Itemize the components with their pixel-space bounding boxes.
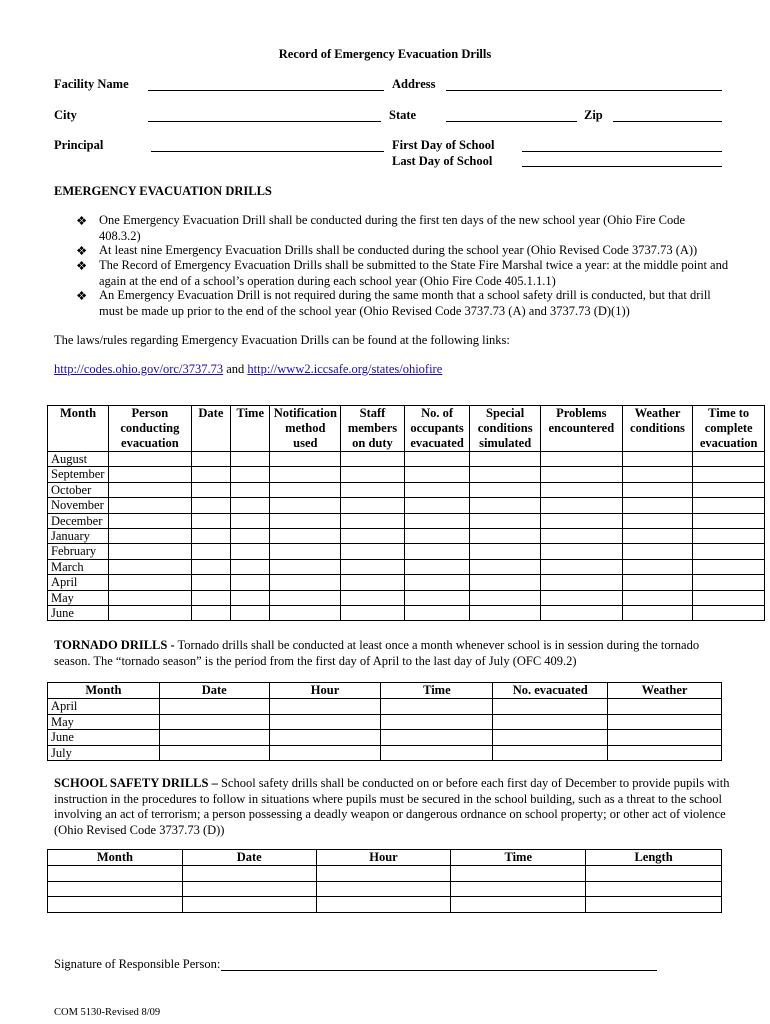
month-cell: January	[48, 528, 109, 543]
torn-entry-cell[interactable]	[493, 730, 608, 746]
torn-entry-cell[interactable]	[269, 730, 381, 746]
table-row	[48, 866, 722, 882]
table-row	[48, 714, 722, 730]
city-label: City	[54, 108, 77, 122]
safe-entry-cell[interactable]	[48, 866, 183, 882]
evac-entry-cell[interactable]	[693, 498, 765, 513]
safe-entry-cell[interactable]	[316, 897, 451, 913]
evac-entry-cell[interactable]	[404, 467, 470, 482]
torn-header-cell: Weather	[608, 683, 722, 699]
evac-entry-cell[interactable]	[341, 482, 405, 497]
evac-entry-cell[interactable]	[231, 605, 270, 620]
evac-entry-cell[interactable]	[341, 528, 405, 543]
last-day-label: Last Day of School	[392, 154, 493, 168]
evac-entry-cell[interactable]	[270, 528, 341, 543]
evac-entry-cell[interactable]	[470, 513, 541, 528]
safe-entry-cell[interactable]	[182, 881, 316, 897]
evac-entry-cell[interactable]	[622, 590, 693, 605]
links-line	[54, 362, 734, 378]
address-label: Address	[392, 77, 436, 91]
evac-entry-cell[interactable]	[470, 498, 541, 513]
evac-entry-cell[interactable]	[470, 559, 541, 574]
evac-entry-cell[interactable]	[231, 452, 270, 467]
evac-entry-cell[interactable]	[231, 498, 270, 513]
evac-entry-cell[interactable]	[341, 467, 405, 482]
and-text: and	[226, 362, 245, 376]
principal-field[interactable]	[151, 151, 384, 152]
torn-entry-cell[interactable]	[493, 714, 608, 730]
evac-header-cell: Time to complete evacuation	[693, 406, 765, 452]
evacuation-drills-table	[47, 405, 765, 621]
evac-header-cell: Weather conditions	[622, 406, 693, 452]
safe-entry-cell[interactable]	[182, 897, 316, 913]
table-row	[48, 467, 765, 482]
evac-entry-cell[interactable]	[693, 452, 765, 467]
signature-field[interactable]	[221, 970, 657, 971]
form-number: COM 5130-Revised 8/09	[54, 1007, 161, 1018]
table-header-row	[48, 683, 722, 699]
bullet-icon: ❖	[76, 214, 88, 228]
evac-entry-cell[interactable]	[109, 575, 192, 590]
table-row	[48, 699, 722, 715]
evac-entry-cell[interactable]	[191, 590, 230, 605]
evac-entry-cell[interactable]	[231, 528, 270, 543]
evac-entry-cell[interactable]	[231, 513, 270, 528]
evac-entry-cell[interactable]	[470, 590, 541, 605]
evac-entry-cell[interactable]	[470, 482, 541, 497]
torn-entry-cell[interactable]	[269, 745, 381, 761]
evac-entry-cell[interactable]	[270, 482, 341, 497]
evac-entry-cell[interactable]	[540, 559, 622, 574]
evac-entry-cell[interactable]	[270, 605, 341, 620]
table-row	[48, 482, 765, 497]
address-field[interactable]	[446, 90, 722, 91]
safety-drills-table	[47, 849, 722, 913]
evac-entry-cell[interactable]	[109, 605, 192, 620]
evac-entry-cell[interactable]	[622, 513, 693, 528]
evac-entry-cell[interactable]	[693, 559, 765, 574]
tornado-text: Tornado drills shall be conducted at least once a month whenever school is in session during the tornado season. The “tornado season” is the period from the first day of April to the last day of July (OFC 409.2)	[54, 638, 700, 668]
evac-entry-cell[interactable]	[622, 467, 693, 482]
evac-entry-cell[interactable]	[231, 467, 270, 482]
evac-entry-cell[interactable]	[191, 544, 230, 559]
table-row	[48, 498, 765, 513]
torn-header-cell: Month	[48, 683, 160, 699]
evac-entry-cell[interactable]	[693, 482, 765, 497]
table-row	[48, 590, 765, 605]
evac-entry-cell[interactable]	[540, 452, 622, 467]
evac-entry-cell[interactable]	[231, 544, 270, 559]
evac-entry-cell[interactable]	[540, 482, 622, 497]
evac-entry-cell[interactable]	[109, 482, 192, 497]
tornado-section	[54, 638, 734, 669]
evac-entry-cell[interactable]	[404, 498, 470, 513]
evac-entry-cell[interactable]	[693, 575, 765, 590]
laws-text: The laws/rules regarding Emergency Evacuation Drills can be found at the following links:	[54, 333, 510, 347]
table-row	[48, 881, 722, 897]
evac-entry-cell[interactable]	[404, 513, 470, 528]
torn-entry-cell[interactable]	[269, 714, 381, 730]
evac-entry-cell[interactable]	[109, 498, 192, 513]
torn-entry-cell[interactable]	[381, 699, 493, 715]
safe-entry-cell[interactable]	[451, 897, 586, 913]
facility-name-label: Facility Name	[54, 77, 129, 91]
evac-entry-cell[interactable]	[540, 513, 622, 528]
table-row	[48, 452, 765, 467]
evac-entry-cell[interactable]	[622, 498, 693, 513]
evac-entry-cell[interactable]	[470, 605, 541, 620]
safe-header-cell: Date	[182, 850, 316, 866]
table-row	[48, 730, 722, 746]
orc-link[interactable]: http://codes.ohio.gov/orc/3737.73	[54, 362, 224, 376]
evac-entry-cell[interactable]	[404, 544, 470, 559]
evac-entry-cell[interactable]	[470, 528, 541, 543]
evac-entry-cell[interactable]	[404, 528, 470, 543]
evac-heading: EMERGENCY EVACUATION DRILLS	[54, 184, 272, 198]
torn-entry-cell[interactable]	[159, 745, 269, 761]
evac-header-cell: Special conditions simulated	[470, 406, 541, 452]
table-header-row	[48, 406, 765, 452]
safe-entry-cell[interactable]	[48, 897, 183, 913]
torn-entry-cell[interactable]	[159, 699, 269, 715]
month-cell: December	[48, 513, 109, 528]
evac-entry-cell[interactable]	[270, 575, 341, 590]
evac-entry-cell[interactable]	[693, 528, 765, 543]
safe-header-cell: Time	[451, 850, 586, 866]
safe-entry-cell[interactable]	[451, 881, 586, 897]
safe-entry-cell[interactable]	[451, 866, 586, 882]
torn-entry-cell[interactable]	[493, 699, 608, 715]
evac-entry-cell[interactable]	[109, 590, 192, 605]
evac-entry-cell[interactable]	[404, 590, 470, 605]
zip-label: Zip	[584, 108, 603, 122]
table-row	[48, 575, 765, 590]
evac-entry-cell[interactable]	[270, 544, 341, 559]
evac-entry-cell[interactable]	[540, 528, 622, 543]
safe-entry-cell[interactable]	[48, 881, 183, 897]
evac-entry-cell[interactable]	[270, 452, 341, 467]
evac-entry-cell[interactable]	[404, 605, 470, 620]
safe-entry-cell[interactable]	[182, 866, 316, 882]
month-cell: May	[48, 714, 160, 730]
torn-entry-cell[interactable]	[159, 714, 269, 730]
evac-entry-cell[interactable]	[341, 452, 405, 467]
state-label: State	[389, 108, 417, 122]
safety-text: School safety drills shall be conducted on or before each first day of December to provide pupils with instruction in the procedures to follow in situations where pupils must be secured in the school building, such as a threat to the school involving an act of terrorism; a person possessing a deadly weapon or dangerous ordnance on school property; or other act of violence (Ohio Revised Code 3737.73 (D))	[54, 776, 730, 837]
evac-entry-cell[interactable]	[622, 528, 693, 543]
torn-header-cell: Hour	[269, 683, 381, 699]
torn-header-cell: Time	[381, 683, 493, 699]
evac-entry-cell[interactable]	[270, 498, 341, 513]
evac-entry-cell[interactable]	[404, 482, 470, 497]
safety-section	[54, 776, 734, 838]
month-cell: April	[48, 575, 109, 590]
evac-entry-cell[interactable]	[109, 452, 192, 467]
torn-header-cell: No. evacuated	[493, 683, 608, 699]
torn-entry-cell[interactable]	[493, 745, 608, 761]
bullet-icon: ❖	[76, 244, 88, 258]
month-cell: June	[48, 605, 109, 620]
evac-entry-cell[interactable]	[341, 575, 405, 590]
evac-entry-cell[interactable]	[270, 513, 341, 528]
evac-entry-cell[interactable]	[191, 482, 230, 497]
month-cell: June	[48, 730, 160, 746]
month-cell: July	[48, 745, 160, 761]
evac-entry-cell[interactable]	[404, 575, 470, 590]
evac-entry-cell[interactable]	[231, 575, 270, 590]
evac-entry-cell[interactable]	[693, 590, 765, 605]
evac-entry-cell[interactable]	[341, 605, 405, 620]
evac-entry-cell[interactable]	[693, 544, 765, 559]
evac-entry-cell[interactable]	[404, 452, 470, 467]
evac-entry-cell[interactable]	[191, 528, 230, 543]
evac-entry-cell[interactable]	[540, 605, 622, 620]
evac-entry-cell[interactable]	[470, 575, 541, 590]
first-day-label: First Day of School	[392, 138, 495, 152]
evac-entry-cell[interactable]	[191, 559, 230, 574]
evac-entry-cell[interactable]	[109, 544, 192, 559]
torn-entry-cell[interactable]	[269, 699, 381, 715]
evac-entry-cell[interactable]	[622, 452, 693, 467]
evac-entry-cell[interactable]	[191, 575, 230, 590]
evac-entry-cell[interactable]	[191, 467, 230, 482]
evac-entry-cell[interactable]	[540, 590, 622, 605]
bullet-icon: ❖	[76, 289, 88, 303]
evac-entry-cell[interactable]	[109, 559, 192, 574]
icc-link[interactable]: http://www2.iccsafe.org/states/ohiofire	[247, 362, 443, 376]
bullet-item: One Emergency Evacuation Drill shall be conducted during the first ten days of the new school year (Ohio Fire Code 408.3.2)	[99, 213, 686, 243]
evac-entry-cell[interactable]	[470, 544, 541, 559]
evac-entry-cell[interactable]	[109, 513, 192, 528]
safe-entry-cell[interactable]	[316, 866, 451, 882]
evac-header-cell: Time	[231, 406, 270, 452]
safe-header-cell: Month	[48, 850, 183, 866]
evac-entry-cell[interactable]	[341, 590, 405, 605]
evac-entry-cell[interactable]	[109, 467, 192, 482]
city-field[interactable]	[148, 121, 381, 122]
table-row	[48, 605, 765, 620]
month-cell: August	[48, 452, 109, 467]
torn-entry-cell[interactable]	[381, 730, 493, 746]
bullet-item: The Record of Emergency Evacuation Drills shall be submitted to the State Fire Marshal twice a year: at the middle point and again at the end of a school’s operation during each school year (Ohio Fire Code 405.1.1.1)	[99, 258, 729, 288]
month-cell: April	[48, 699, 160, 715]
torn-entry-cell[interactable]	[608, 745, 722, 761]
evac-entry-cell[interactable]	[109, 528, 192, 543]
table-row	[48, 745, 722, 761]
torn-entry-cell[interactable]	[159, 730, 269, 746]
month-cell: November	[48, 498, 109, 513]
evac-entry-cell[interactable]	[231, 590, 270, 605]
evac-entry-cell[interactable]	[341, 559, 405, 574]
tornado-drills-table	[47, 682, 722, 761]
evac-entry-cell[interactable]	[191, 605, 230, 620]
table-header-row	[48, 850, 722, 866]
principal-label: Principal	[54, 138, 104, 152]
torn-entry-cell[interactable]	[381, 714, 493, 730]
evac-entry-cell[interactable]	[231, 559, 270, 574]
month-cell: February	[48, 544, 109, 559]
evac-header-cell: Month	[48, 406, 109, 452]
evac-entry-cell[interactable]	[622, 544, 693, 559]
evac-entry-cell[interactable]	[341, 513, 405, 528]
evac-entry-cell[interactable]	[341, 498, 405, 513]
evac-header-cell: Staff members on duty	[341, 406, 405, 452]
evac-entry-cell[interactable]	[470, 452, 541, 467]
evac-entry-cell[interactable]	[341, 544, 405, 559]
table-row	[48, 897, 722, 913]
evac-entry-cell[interactable]	[540, 544, 622, 559]
evac-entry-cell[interactable]	[693, 605, 765, 620]
bullet-item: An Emergency Evacuation Drill is not required during the same month that a school safety drill is conducted, but that drill must be made up prior to the end of the school year (Ohio Revised Code 3737.73 (A) and 3737.73 (D)(1))	[99, 288, 711, 318]
month-cell: May	[48, 590, 109, 605]
last-day-field[interactable]	[522, 166, 722, 167]
evac-header-cell: Problems encountered	[540, 406, 622, 452]
safe-entry-cell[interactable]	[316, 881, 451, 897]
evac-entry-cell[interactable]	[191, 452, 230, 467]
table-row	[48, 559, 765, 574]
table-row	[48, 544, 765, 559]
safe-entry-cell[interactable]	[586, 897, 722, 913]
tornado-heading: TORNADO DRILLS -	[54, 638, 175, 652]
table-row	[48, 528, 765, 543]
month-cell: September	[48, 467, 109, 482]
table-row	[48, 513, 765, 528]
evac-entry-cell[interactable]	[622, 575, 693, 590]
evac-entry-cell[interactable]	[540, 467, 622, 482]
evac-entry-cell[interactable]	[693, 467, 765, 482]
evac-header-cell: Person conducting evacuation	[109, 406, 192, 452]
evac-entry-cell[interactable]	[622, 605, 693, 620]
safety-heading: SCHOOL SAFETY DRILLS –	[54, 776, 218, 790]
first-day-field[interactable]	[522, 151, 722, 152]
state-field[interactable]	[446, 121, 577, 122]
evac-entry-cell[interactable]	[470, 467, 541, 482]
evac-entry-cell[interactable]	[622, 559, 693, 574]
safe-header-cell: Hour	[316, 850, 451, 866]
evac-entry-cell[interactable]	[270, 590, 341, 605]
evac-entry-cell[interactable]	[404, 559, 470, 574]
facility-name-field[interactable]	[148, 90, 384, 91]
signature-label: Signature of Responsible Person:	[54, 957, 221, 971]
torn-header-cell: Date	[159, 683, 269, 699]
month-cell: March	[48, 559, 109, 574]
evac-header-cell: Date	[191, 406, 230, 452]
evac-entry-cell[interactable]	[270, 559, 341, 574]
safe-entry-cell[interactable]	[586, 866, 722, 882]
evac-entry-cell[interactable]	[540, 575, 622, 590]
evac-entry-cell[interactable]	[270, 467, 341, 482]
safe-entry-cell[interactable]	[586, 881, 722, 897]
torn-entry-cell[interactable]	[608, 730, 722, 746]
month-cell: October	[48, 482, 109, 497]
bullet-icon: ❖	[76, 259, 88, 273]
safe-header-cell: Length	[586, 850, 722, 866]
evac-header-cell: Notification method used	[270, 406, 341, 452]
bullet-item: At least nine Emergency Evacuation Drills shall be conducted during the school year (Ohio Revised Code 3737.73 (A))	[99, 243, 698, 257]
torn-entry-cell[interactable]	[608, 714, 722, 730]
torn-entry-cell[interactable]	[381, 745, 493, 761]
zip-field[interactable]	[613, 121, 722, 122]
evac-entry-cell[interactable]	[693, 513, 765, 528]
evac-entry-cell[interactable]	[540, 498, 622, 513]
evac-entry-cell[interactable]	[191, 498, 230, 513]
evac-entry-cell[interactable]	[622, 482, 693, 497]
page-title: Record of Emergency Evacuation Drills	[278, 47, 492, 61]
evac-entry-cell[interactable]	[191, 513, 230, 528]
evac-header-cell: No. of occupants evacuated	[404, 406, 470, 452]
torn-entry-cell[interactable]	[608, 699, 722, 715]
evac-entry-cell[interactable]	[231, 482, 270, 497]
